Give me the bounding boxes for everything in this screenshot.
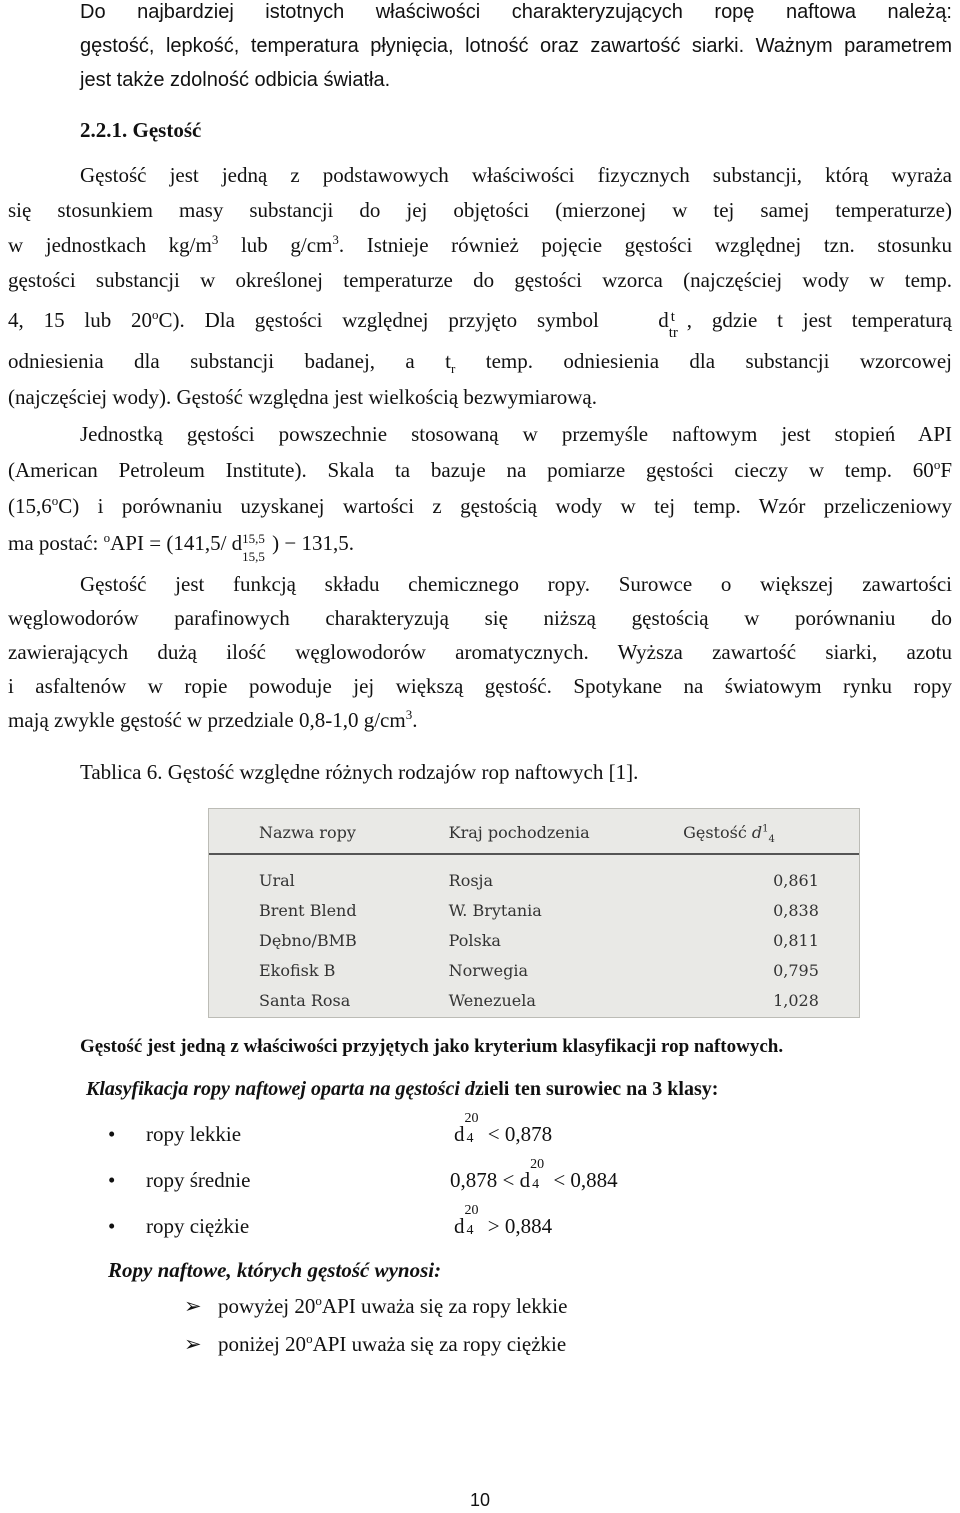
column-header-country: Kraj pochodzenia [389,809,633,854]
table-row [209,955,859,985]
cell-density: 0,838 [773,900,819,920]
cell-name: Dębno/BMB [259,930,357,950]
intro-paragraph [80,0,952,97]
class-formula: d 20 4 < 0,878 [454,1111,553,1146]
cell-country: W. Brytania [448,900,542,920]
table-row [209,854,859,895]
class-label: ropy średnie [146,1168,251,1192]
cell-country: Rosja [448,870,494,890]
cell-density: 0,811 [773,930,819,950]
table-row [209,985,859,1015]
table-body [209,854,859,1015]
api-paragraph [8,416,952,562]
cell-name: Brent Blend [259,900,357,920]
api-heading: Ropy naftowe, których gęstość wynosi: [108,1258,442,1282]
api-item-light: ➢ powyżej 20$^o$API uważa się za ropy lekkie [184,1293,568,1318]
table-row [209,925,859,955]
intro-line: jest także zdolność odbicia światła. [80,69,391,91]
paragraph-line: mają zwykle gęstość w przedziale 0,8-1,0 $g/cm^3$. [8,707,418,732]
paragraph-line: węglowodorów parafinowych charakteryzują się niższą gęstością w porównaniu do [8,606,952,630]
cell-name: Ekofisk B [259,960,336,980]
bullet-icon: • [108,1122,116,1146]
api-formula: ma postać: $^o$API = (141,5/ d 15,5 15,5 ) − 131,5. [8,530,354,564]
paragraph-line: w jednostkach $kg/m^3$ lub $g/cm^3$. Istnieje również pojęcie gęstości względnej tzn. stosunku [8,232,953,257]
paragraph-line: gęstości substancji w określonej temperaturze do gęstości wzorca (najczęściej wody w temp. [8,268,952,292]
paragraph-line: (najczęściej wody). Gęstość względna jest wielkością bezwymiarową. [8,385,597,409]
paragraph-line: (15,6$^o$C) i porównaniu uzyskanej wartości z gęstością wody w tej temp. Wzór przeliczeniowy [8,493,952,518]
cell-country: Norwegia [448,960,528,980]
classification-statement: Gęstość jest jedną z właściwości przyjętych jako kryterium klasyfikacji rop naftowych. [80,1036,784,1057]
paragraph-line: się stosunkiem masy substancji do jej objętości (mierzonej w tej samej temperaturze) [8,198,952,222]
class-formula: 0,878 < d 20 4 < 0,884 [450,1157,618,1192]
cell-name: Ural [259,870,295,890]
intro-line: gęstość, lepkość, temperatura płynięcia, lotność oraz zawartość siarki. Ważnym parametrem [80,35,952,57]
class-formula: d 20 4 > 0,884 [454,1203,553,1238]
cell-country: Wenezuela [448,990,536,1010]
bullet-icon: • [108,1214,116,1238]
paragraph-line: 4, 15 lub 20$^o$C). Dla gęstości względnej przyjęto symbol d t tr , gdzie t jest temperaturą [8,307,953,341]
classification-intro: Klasyfikacja ropy naftowej oparta na gęstości dzieli ten surowiec na 3 klasy: [86,1078,719,1100]
api-item-heavy: ➢ poniżej 20$^o$API uważa się za ropy ciężkie [184,1331,567,1356]
column-header-name: Nazwa ropy [209,809,389,854]
page-number: 10 [469,1490,491,1510]
arrow-icon: ➢ [184,1294,202,1318]
intro-line: Do najbardziej istotnych właściwości charakteryzujących ropę naftowa należą: [80,1,952,23]
class-label: ropy ciężkie [146,1214,250,1238]
cell-density: 1,028 [773,990,819,1010]
cell-density: 0,861 [773,870,819,890]
paragraph-line: i asfaltenów w ropie powoduje jej większą gęstość. Spotykane na światowym rynku ropy [8,674,952,698]
paragraph-line: (American Petroleum Institute). Skala ta bazuje na pomiarze gęstości cieczy w temp. 60$^o$F [8,457,952,482]
paragraph-line: Jednostką gęstości powszechnie stosowaną w przemyśle naftowym jest stopień API [80,422,952,446]
section-heading: 2.2.1. Gęstość [80,118,202,142]
table-caption: Tablica 6. Gęstość względne różnych rodzajów rop naftowych [1]. [80,760,639,784]
cell-density: 0,795 [773,960,819,980]
cell-country: Polska [448,930,501,950]
relative-density-symbol: d t tr [658,308,678,341]
paragraph-line: odniesienia dla substancji badanej, a $t_r$ temp. odniesienia dla substancji wzorcowej [8,349,952,377]
paragraph-line: zawierających dużą ilość węglowodorów aromatycznych. Wyższa zawartość siarki, azotu [8,640,952,664]
column-header-density: Gęstość $d^1_4$ [633,809,859,854]
density-paragraph [8,158,952,415]
table-row [209,895,859,925]
paragraph-line: Gęstość jest jedną z podstawowych właściwości fizycznych substancji, którą wyraża [80,163,952,187]
density-table [208,808,860,1018]
class-label: ropy lekkie [146,1122,242,1146]
arrow-icon: ➢ [184,1332,202,1356]
paragraph-line: Gęstość jest funkcją składu chemicznego ropy. Surowce o większej zawartości [80,572,952,596]
bullet-icon: • [108,1168,116,1192]
cell-name: Santa Rosa [259,990,351,1010]
composition-paragraph [8,567,952,737]
